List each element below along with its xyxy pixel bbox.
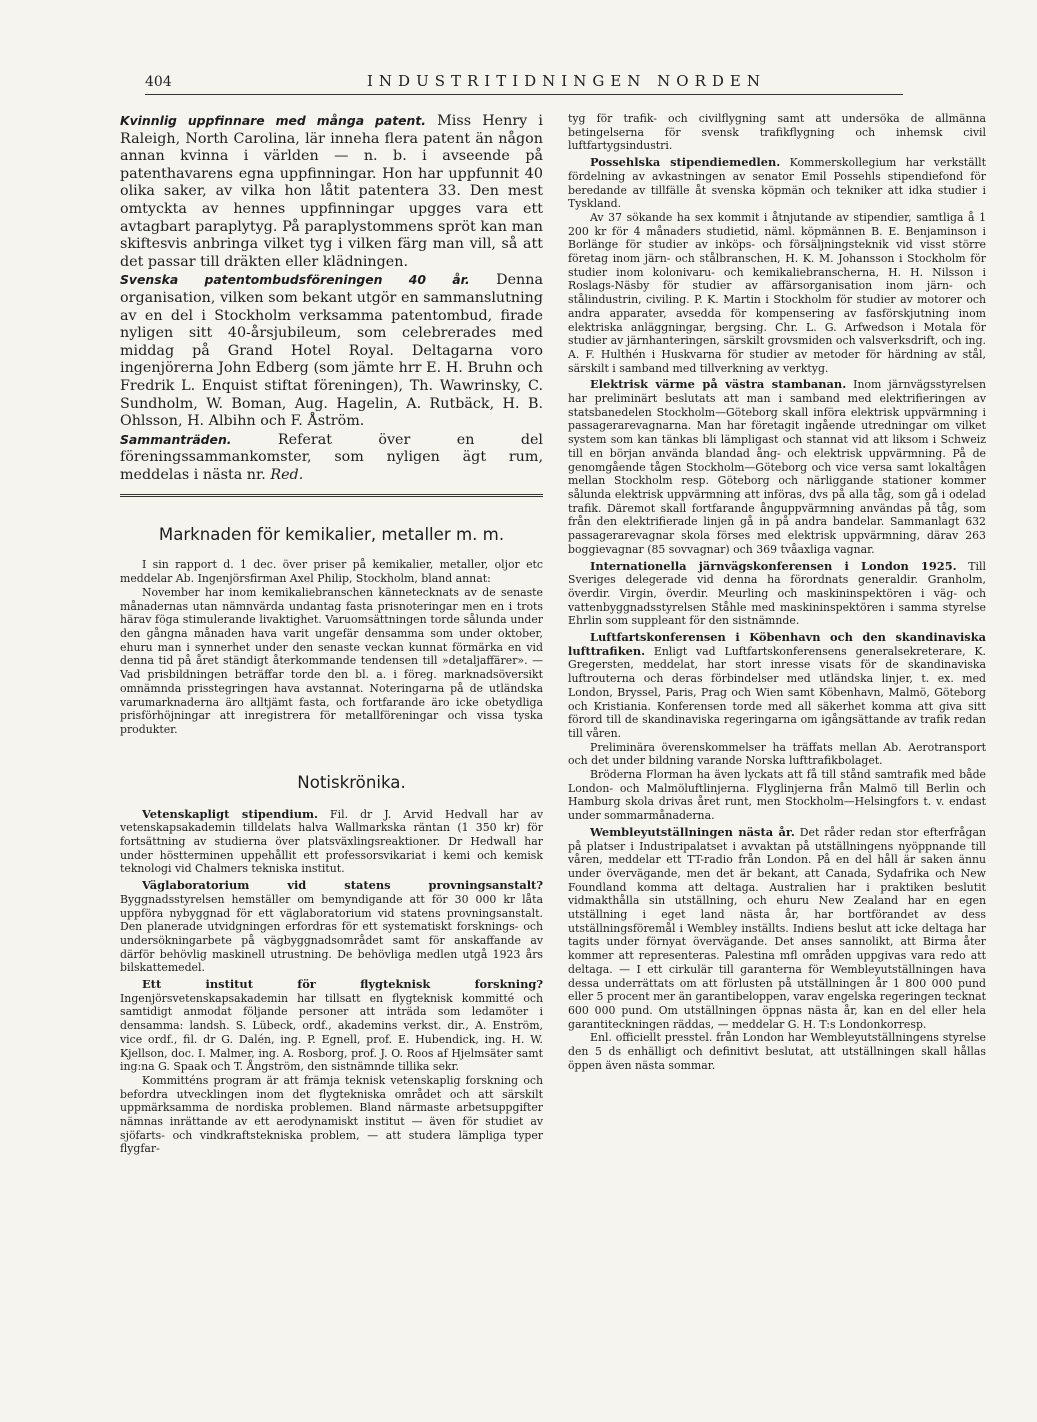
notis-continuation: tyg för trafik- och civilflygning samt att undersöka de allmänna betingelserna för svensk trafikflygning och inhemsk civil luftfartygsindustri.	[568, 112, 986, 153]
notis-elektrisk-varme	[568, 378, 986, 556]
notis-vaglaboratorium	[120, 879, 543, 975]
article-lead: Svenska patentombudsföreningen 40 år.	[120, 272, 470, 288]
article-sammantraden	[120, 431, 543, 485]
running-title: INDUSTRITIDNINGEN NORDEN	[367, 72, 766, 90]
notis-text: Ingenjörsvetenskapsakademin har tillsatt en flygteknisk kommitté och samtidigt anmodat följande personer att inträda som ledamöter i densamma: landsh. S. Lübeck, ordf., akademins verkst. dir., A. Enström, vice ordf., fil. dr G. Dalén, ing. P. Egnell, prof. E. Hubendick, ing. H. W. Kjellson, doc. I. Malmer, ing. A. Rosborg, prof. J. O. Roos af Hjelmsäter samt ing:na G. Spaak och T. Ångström, den sistnämnde tillika sekr.	[120, 991, 543, 1074]
notis-wembley-beslut: Enl. officiellt presstel. från London har Wembleyutställningens styrelse den 5 ds enhälligt och definitivt beslutat, att utställningen skall hållas öppen även nästa sommar.	[568, 1031, 986, 1072]
editor-signature: Red.	[270, 466, 304, 483]
notis-text: Enligt vad Luftfartskonferensens generalsekreterare, K. Gregersten, meddelat, har stort inresse visats för de skandinaviska luftrouterna och deras förbindelser med utländska linjer, t. ex. med London, Bryssel, Paris, Prag och Wien samt Köbenhavn, Malmö, Göteborg och Kristiania. Konferensen torde med all säkerhet komma att giva sitt förord till de skandinaviska regeringarna om igångsättande av trafik redan till våren.	[568, 644, 986, 740]
article-lead: Kvinnlig uppfinnare med många patent.	[120, 113, 426, 128]
notis-lead: Internationella järnvägskonferensen i London 1925.	[590, 558, 957, 573]
notis-luftfartskonferensen	[568, 631, 986, 741]
notis-section-title: Notiskrönika.	[297, 772, 406, 792]
market-body: November har inom kemikaliebranschen kännetecknats av de senaste månadernas utan nämnvärda undantag fasta prisnoteringar men en i trots härav föga stimulerande livaktighet. Varuomsättningen torde sålunda under den gångna månaden hava varit ungefär densamma som under oktober, ehuru man i synnerhet under den senaste veckan kunnat förmärka en vid denna tid på året ständigt återkommande tendensen till »detaljaffärer». — Vad prisbildningen beträffar torde den bl. a. i föreg. marknadsöversikt omnämnda prisstegringen hava avstannat. Noteringarna på de utländska varumarknaderna äro alltjämt fasta, och fortfarande äro icke obetydliga prisförhöjningar att inregistrera för metallföreningar och vissa tyska produkter.	[120, 585, 543, 736]
notis-vetenskapligt-stipendium	[120, 808, 543, 877]
notis-text: Till Sveriges delegerade vid denna ha förordnats generaldir. Granholm, överdir. Virgin, överdir. Meurling och maskininspektören i väg- och vattenbyggnadsstyrelsen Ståhle med maskininspektören i samma styrelse Ehrlin som suppleant för den sistnämnde.	[568, 559, 986, 628]
notis-wembley	[568, 826, 986, 1032]
notis-possehlska	[568, 156, 986, 211]
market-block	[120, 558, 543, 736]
notis-lead: Elektrisk värme på västra stambanan.	[590, 377, 847, 392]
header-rule	[145, 94, 903, 95]
right-column	[568, 112, 986, 1073]
notis-text: Kommerskollegium har verkställt fördelning av avkastningen av senator Emil Possehls stipendiefond för beredande av tillfälle åt svenska köpmän och tekniker att idka studier i Tyskland.	[568, 156, 986, 211]
section-divider	[120, 494, 543, 497]
notis-text: Byggnadsstyrelsen hemställer om bemyndigande att för 30 000 kr låta uppföra nybyggnad för ett väglaboratorium vid statens provningsanstalt. Den planerade utvidgningen erfordras för ett systematiskt forsknings- och undersökningarbete på vägbyggnadsområdet samt för anskaffande av därför behövlig maskinell utrustning. De behövliga medlen utgå 1923 års bilskattemedel.	[120, 892, 543, 975]
article-kvinnlig-uppfinnare	[120, 112, 543, 271]
notis-text: Det råder redan stor efterfrågan på platser i Industripalatset i avvaktan på utställningens nyöppnande till våren, meddelar ett TT-radio från London. På en del håll är saken ännu under övervägande, men det är bekant, att Canada, Sydafrika och New Foundland komma att deltaga. Australien har i praktiken beslutit vidmakthålla sin utställning, och ehuru New Zealand har en egen utställning i eget land nästa år, har bortförandet av dess utställningsföremål i Wembley inställts. Indiens beslut att icke deltaga har tagits under förnyat övervägande. Det anses sannolikt, att Birma åter kommer att representeras. Palestina mfl områden uppgivas vara redo att deltaga. — I ett cirkulär till garanterna för Wembleyutställningen hava dessa underrättats om att förlusten på utställningen år 1 800 000 pund eller 5 procent mer än garantibeloppen, varav engelska regeringen tecknat 600 000 pund. Om utställningen öppnas nästa år, kan en del eller hela garantiteckningen räddas, — meddelar G. H. T:s Londonkorresp.	[568, 825, 986, 1031]
article-text: Referat över en del föreningssammankomster, som nyligen ägt rum, meddelas i nästa nr.	[120, 431, 543, 483]
page-header	[145, 62, 903, 96]
notis-lead: Ett institut för flygteknisk forskning?	[142, 977, 543, 992]
notis-lead: Vetenskapligt stipendium.	[142, 806, 318, 821]
article-text: Denna organisation, vilken som bekant utgör en sammanslutning av en del i Stockholm verksamma patentombud, firade nyligen sitt 40-årsjubileum, som celebrerades med middag på Grand Hotel Royal. Deltagarna voro ingenjörerna John Edberg (som jämte hrr E. H. Bruhn och Fredrik L. Enquist stiftat föreningen), Th. Wawrinsky, C. Sundholm, W. Boman, Aug. Hagelin, A. Rutbäck, H. B. Ohlsson, H. Albihn och F. Åström.	[120, 272, 543, 430]
notis-lead: Possehlska stipendiemedlen.	[590, 155, 781, 170]
page-number: 404	[145, 74, 172, 90]
article-lead: Sammanträden.	[120, 431, 232, 447]
left-column	[120, 112, 543, 1156]
notis-flygteknisk-program: Kommitténs program är att främja teknisk vetenskaplig forskning och befordra utvecklingen inom det flygtekniska området och att särskilt uppmärksamma de nordiska problemen. Bland närmaste arbetsuppgifter nämnas inrättande av ett aerodynamiskt institut — även för studiet av sjöfarts- och vindkraftstekniska problem, — att studera lämpliga typer flygfar-	[120, 1073, 543, 1156]
article-patentombud	[120, 271, 543, 430]
notis-text: Inom järnvägsstyrelsen har preliminärt beslutats att man i samband med elektrifieringen av statsbanedelen Stockholm—Göteborg skall införa elektrisk uppvärmning i passagerarevagnarna. Man har företagit ingående utredningar om vilket system som kan tänkas bli lämpligast och stannat vid att liksom i Schweiz till en början använda blandad ång- och elektrisk uppvärmning. På de genomgående tågen Stockholm—Göteborg och vice versa samt lokaltågen mellan Stockholm resp. Göteborg och närliggande stationer kommer sålunda elektrisk uppvärmning att införas, dvs på alla tåg, som gå i odelad trafik. Däremot skall fortfarande ånguppvärmning användas på tåg, som från den elektrifierade linjen gå in på andra bandelar. Sammanlagt 632 passagerarevagnar skola förses med elektrisk uppvärmning, därav 263 boggievagnar (85 sovvagnar) och 369 tvåaxliga vagnar.	[568, 378, 986, 556]
news-block	[120, 112, 543, 484]
market-intro: I sin rapport d. 1 dec. över priser på kemikalier, metaller, oljor etc meddelar Ab. Ingenjörsfirman Axel Philip, Stockholm, bland annat:	[120, 558, 543, 586]
notis-lead: Luftfartskonferensen i Köbenhavn och den skandinaviska lufttrafiken.	[568, 630, 986, 658]
notis-possehlska-stipendiater: Av 37 sökande ha sex kommit i åtnjutande av stipendier, samtliga å 1 200 kr för 4 månaders studietid, näml. köpmännen B. E. Benjaminson i Borlänge för studier av inköps- och försäljningsteknik vid visst större företag inom järn- och stålbranschen, H. K. M. Johansson i Stockholm för studier inom kolonivaru- och kemikaliebranscherna, H. H. Nilsson i Roslags-Näsby för studier av affärsorganisation inom järn- och stålindustrin, civiling. P. K. Martin i Stockholm för studier av motorer och andra apparater, avsedda för kompensering av fasförskjutning inom elektriska anläggningar, bergsing. Chr. L. G. Arfwedson i Motala för studier av järnhanteringen, särskilt grovsmiden och valsverksdrift, och ing. A. F. Hulthén i Huskvarna för studier av metoder för härdning av stål, särskilt i samband med tillverkning av verktyg.	[568, 210, 986, 375]
notis-text: Fil. dr J. Arvid Hedvall har av vetenskapsakademin tilldelats halva Wallmarkska räntan (1 350 kr) för fortsättning av studierna över platsväxlingsreaktioner. Dr Hedwall har under höstterminen uppehållit ett professorsvikariat i kemi och kemisk teknologi vid Chalmers tekniska institut.	[120, 807, 543, 876]
notis-aerotransport: Preliminära överenskommelser ha träffats mellan Ab. Aerotransport och det under bildning varande Norska lufttrafikbolaget.	[568, 740, 986, 768]
notis-florman: Bröderna Florman ha även lyckats att få till stånd samtrafik med både London- och Malmöluftlinjerna. Flyglinjerna från Malmö till Berlin och Hamburg skola drivas året runt, men Stockholm—Helsingfors t. v. endast under sommarmånaderna.	[568, 768, 986, 823]
article-text: Miss Henry i Raleigh, North Carolina, lär inneha flera patent än någon annan kvinna i världen — n. b. i avseende på patenthavarens egna uppfinningar. Hon har uppfunnit 40 olika saker, av vilka hon låtit patentera 33. Den mest omtyckta av hennes uppfinningar upgges vara ett avtagbart paraplytyg. På paraplystommens spröt kan man skiftesvis anbringa vilket tyg i vilken färg man vill, så att det passar till dräkten eller klädningen.	[120, 113, 543, 270]
market-section-title: Marknaden för kemikalier, metaller m. m.	[158, 525, 505, 545]
notis-lead: Väglaboratorium vid statens provningsanstalt?	[142, 878, 543, 893]
notis-jarnvagskonferensen	[568, 560, 986, 629]
notis-lead: Wembleyutställningen nästa år.	[590, 824, 795, 839]
notis-block	[120, 808, 543, 1157]
notis-flygteknisk-forskning	[120, 978, 543, 1074]
